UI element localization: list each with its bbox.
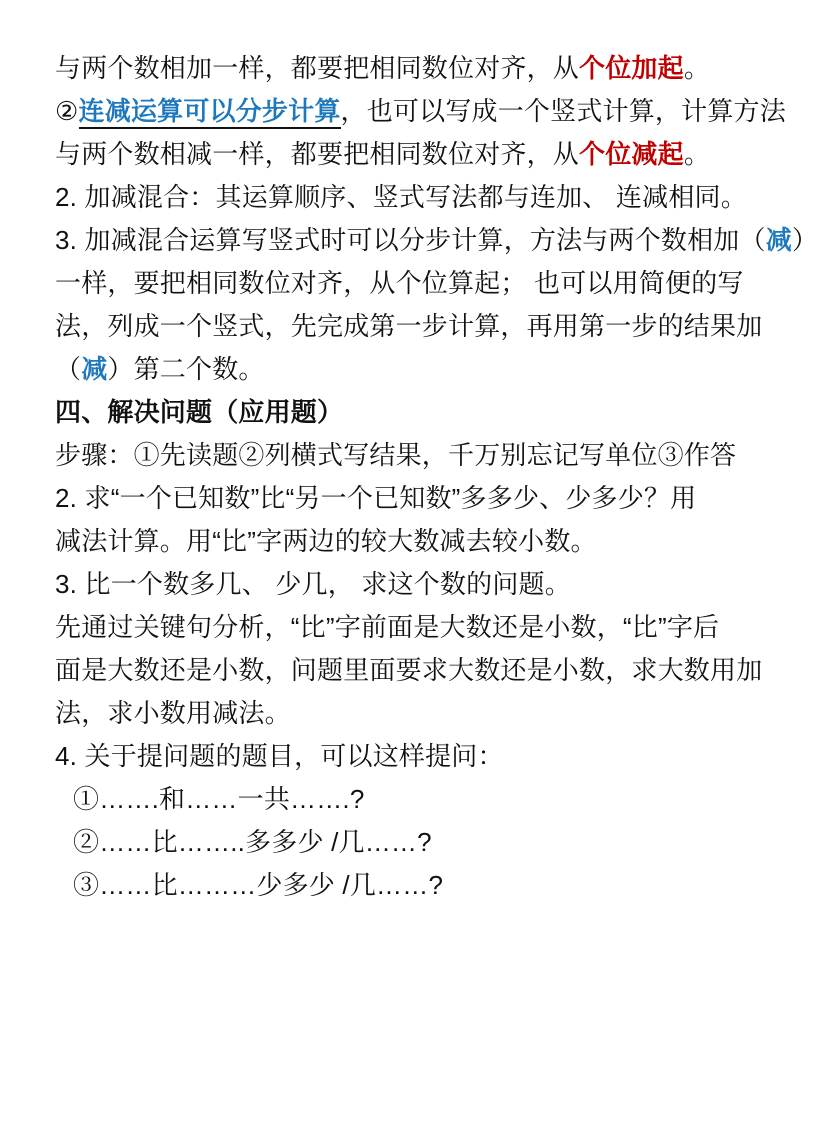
text-run: ③……比………少多少 /几……? [73,870,444,900]
doc-line-question-pattern-3 [55,864,747,907]
text-run: 。 [683,139,711,169]
heading-text: 四、解决问题（应用题） [55,397,344,427]
emphasis-blue-underlined: 连减运算可以分步计算 [79,96,341,129]
doc-line-mixed-vertical-1 [55,219,818,262]
text-run: 与两个数相加一样，都要把相同数位对齐，从 [55,53,580,83]
emphasis-red: 个位加起 [579,53,684,83]
text-run: 一样，要把相同数位对齐，从个位算起； 也可以用简便的写 [55,268,744,298]
doc-line-mixed-vertical-3 [55,305,763,348]
text-run: 法，求小数用减法。 [55,698,291,728]
doc-line-keyword-analysis-1 [55,606,747,649]
text-run: ② [55,96,79,126]
doc-line-question-pattern-1 [55,778,747,821]
text-run: ①…….和……一共…….? [73,784,365,814]
doc-line-mixed-ops [55,176,747,219]
doc-line-keyword-analysis-2 [55,649,763,692]
doc-line-add-rule [55,47,747,90]
doc-line-question-intro [55,735,747,778]
text-run: ）第二个数。 [107,354,265,384]
text-run: 4. 关于提问题的题目，可以这样提问： [55,741,504,771]
text-run: 步骤：①先读题②列横式写结果，千万别忘记写单位③作答 [55,440,737,470]
doc-line-subtract-rule [55,133,747,176]
text-run: 2. 求“一个已知数”比“另一个已知数”多多少、少多少？用 [55,483,697,513]
text-run: 面是大数还是小数，问题里面要求大数还是小数，求大数用加 [55,655,763,685]
text-run: 3. 加减混合运算写竖式时可以分步计算，方法与两个数相加（ [55,225,766,255]
text-run: 与两个数相减一样，都要把相同数位对齐，从 [55,139,580,169]
text-run: ，也可以写成一个竖式计算，计算方法 [340,96,786,126]
doc-line-chain-subtraction [55,90,786,133]
text-run: 。 [683,53,711,83]
emphasis-blue: 减 [765,225,792,255]
doc-line-more-less [55,563,747,606]
doc-line-mixed-vertical-2 [55,262,747,305]
text-run: 3. 比一个数多几、 少几， 求这个数的问题。 [55,569,571,599]
doc-line-compare-2 [55,520,747,563]
text-run: 先通过关键句分析，“比”字前面是大数还是小数，“比”字后 [55,612,720,642]
emphasis-blue: 减 [81,354,108,384]
section-heading-solve-problems [55,391,747,434]
text-run: ） [791,225,818,255]
text-run: 2. 加减混合：其运算顺序、竖式写法都与连加、 连减相同。 [55,182,747,212]
doc-line-steps [55,434,747,477]
text-run: （ [55,354,82,384]
text-run: 法，列成一个竖式，先完成第一步计算，再用第一步的结果加 [55,311,763,341]
doc-line-compare-1 [55,477,747,520]
doc-line-question-pattern-2 [55,821,747,864]
doc-line-mixed-vertical-4 [55,348,747,391]
doc-line-keyword-analysis-3 [55,692,747,735]
emphasis-red: 个位减起 [579,139,684,169]
text-run: 减法计算。用“比”字两边的较大数减去较小数。 [55,526,597,556]
text-run: ②……比……..多多少 /几……? [73,827,432,857]
